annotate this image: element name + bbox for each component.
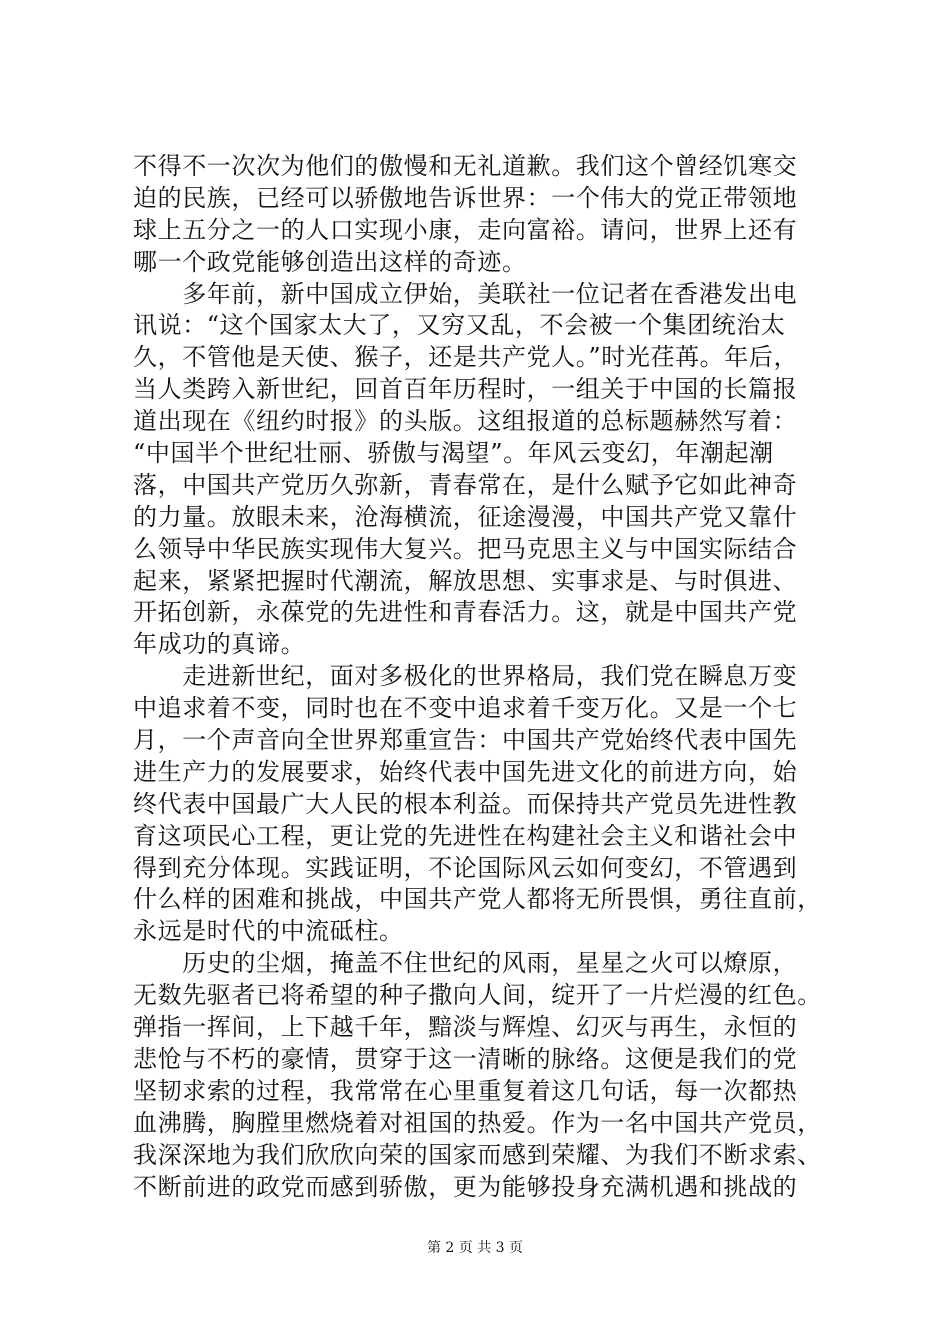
text-line: 道出现在《纽约时报》的头版。这组报道的总标题赫然写着：	[133, 407, 798, 436]
text-line: 悲怆与不朽的豪情，贯穿于这一清晰的脉络。这便是我们的党	[133, 1044, 798, 1073]
text-line: 得到充分体现。实践证明，不论国际风云如何变幻，不管遇到	[133, 853, 798, 882]
text-line: 永远是时代的中流砥柱。	[133, 917, 404, 946]
body-text	[133, 151, 833, 1203]
text-line: 什么样的困难和挑战，中国共产党人都将无所畏惧，勇往直前，	[133, 885, 822, 914]
text-line: 不断前进的政党而感到骄傲，更为能够投身充满机遇和挑战的	[133, 1172, 798, 1201]
text-line: 久，不管他是天使、猴子，还是共产党人。”时光荏苒。年后，	[133, 343, 799, 372]
text-line: 当人类跨入新世纪，回首百年历程时，一组关于中国的长篇报	[133, 375, 798, 404]
page-footer: 第 2 页 共 3 页	[426, 1240, 524, 1256]
text-line: 的力量。放眼未来，沧海横流，征途漫漫，中国共产党又靠什	[133, 502, 798, 531]
text-line: 历史的尘烟，掩盖不住世纪的风雨，星星之火可以燎原，	[133, 949, 798, 978]
text-line: 坚韧求索的过程，我常常在心里重复着这几句话，每一次都热	[133, 1076, 798, 1105]
text-line: 开拓创新，永葆党的先进性和青春活力。这，就是中国共产党	[133, 598, 798, 627]
text-line: “中国半个世纪壮丽、骄傲与渴望”。年风云变幻，年潮起潮	[133, 439, 774, 468]
text-line: 走进新世纪，面对多极化的世界格局，我们党在瞬息万变	[133, 662, 798, 691]
text-line: 弹指一挥间，上下越千年，黯淡与辉煌、幻灭与再生，永恒的	[133, 1013, 798, 1042]
text-line: 么领导中华民族实现伟大复兴。把马克思主义与中国实际结合	[133, 534, 798, 563]
text-line: 中追求着不变，同时也在不变中追求着千变万化。又是一个七	[133, 694, 798, 723]
text-line: 多年前，新中国成立伊始，美联社一位记者在香港发出电	[133, 279, 798, 308]
text-line: 起来，紧紧把握时代潮流，解放思想、实事求是、与时俱进、	[133, 566, 798, 595]
text-line: 年成功的真谛。	[133, 630, 306, 659]
text-line: 不得不一次次为他们的傲慢和无礼道歉。我们这个曾经饥寒交	[133, 152, 798, 180]
text-line: 终代表中国最广大人民的根本利益。而保持共产党员先进性教	[133, 789, 798, 818]
text-line: 球上五分之一的人口实现小康，走向富裕。请问，世界上还有	[133, 215, 798, 244]
text-line: 落，中国共产党历久弥新，青春常在，是什么赋予它如此神奇	[133, 470, 798, 499]
text-line: 进生产力的发展要求，始终代表中国先进文化的前进方向，始	[133, 757, 798, 786]
text-line: 育这项民心工程，更让党的先进性在构建社会主义和谐社会中	[133, 821, 798, 850]
text-line: 哪一个政党能够创造出这样的奇迹。	[133, 247, 527, 276]
text-line: 迫的民族，已经可以骄傲地告诉世界：一个伟大的党正带领地	[133, 183, 798, 212]
text-line: 月，一个声音向全世界郑重宣告：中国共产党始终代表中国先	[133, 726, 798, 755]
text-line: 无数先驱者已将希望的种子撒向人间，绽开了一片烂漫的红色。	[133, 981, 822, 1010]
text-line: 讯说：“这个国家太大了，又穷又乱，不会被一个集团统治太	[133, 311, 786, 340]
text-line: 血沸腾，胸膛里燃烧着对祖国的热爱。作为一名中国共产党员，	[133, 1108, 822, 1137]
text-line: 我深深地为我们欣欣向荣的国家而感到荣耀、为我们不断求索、	[133, 1140, 822, 1169]
